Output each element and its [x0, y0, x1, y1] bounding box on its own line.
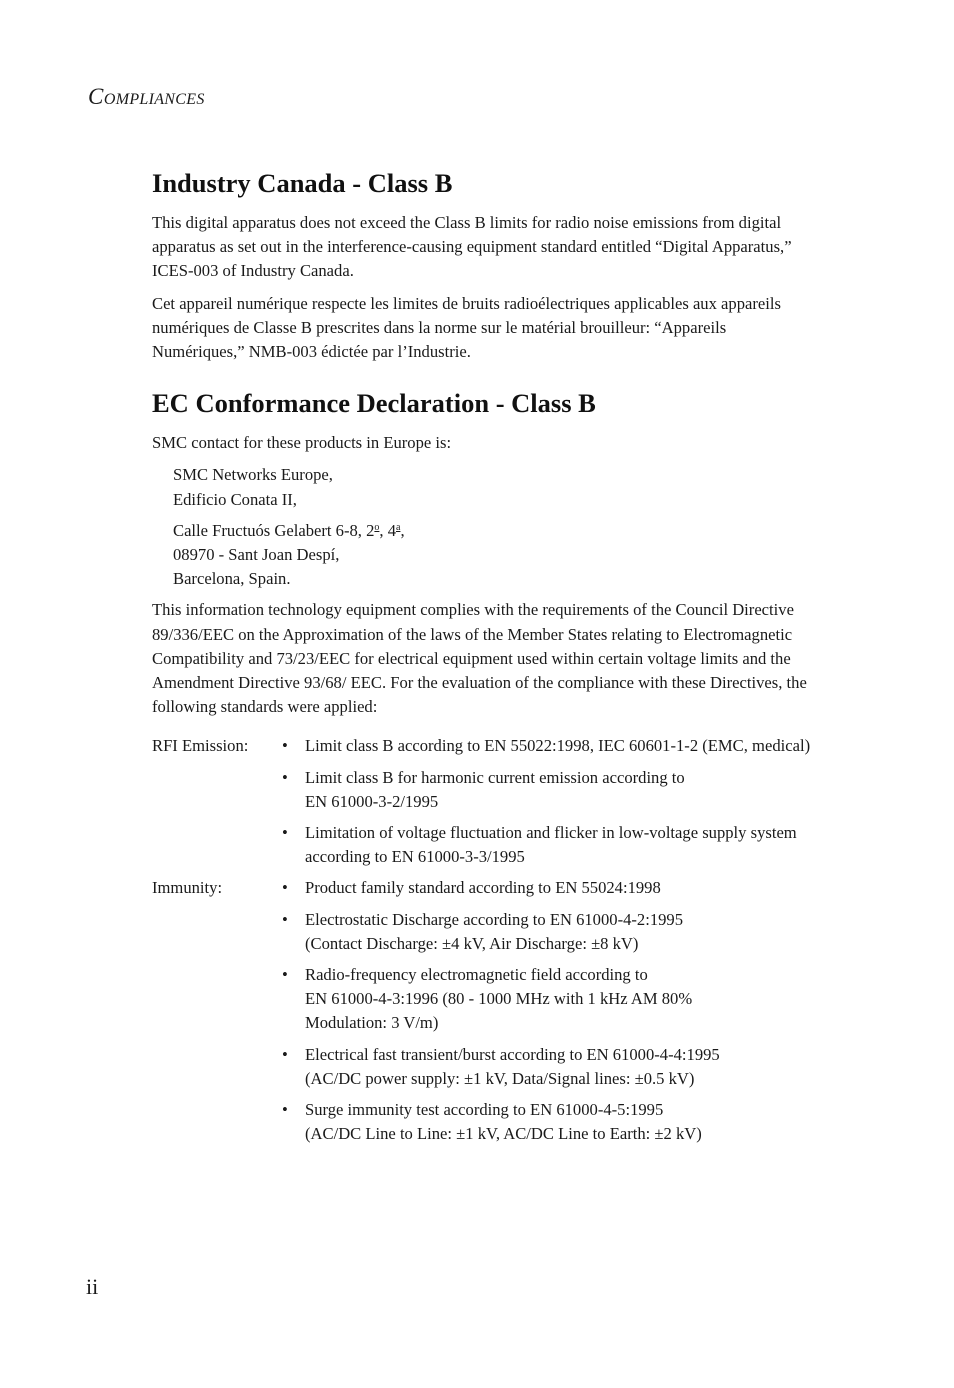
immunity-list [280, 876, 812, 1153]
list-item-text [305, 734, 812, 758]
industry-canada-english-paragraph: This digital apparatus does not exceed the Class B limits for radio noise emissions from digital apparatus as set out in the interference-causing equipment standard entitled “Digital Apparatus,” ICES-003 of Industry Canada. [152, 213, 792, 281]
list-item-line: Radio-frequency electromagnetic field according to [305, 965, 648, 985]
street-text-end: , [400, 520, 405, 540]
list-item-line: Modulation: 3 V/m) [305, 1013, 439, 1033]
list-item-line: Product family standard according to EN 55024:1998 [305, 878, 661, 898]
bullet-icon: • [282, 1044, 288, 1064]
immunity-row [152, 876, 812, 1153]
list-item-text [305, 876, 812, 900]
contact-address [152, 463, 812, 591]
rfi-emission-row [152, 734, 812, 876]
list-item-line: EN 61000-4-3:1996 (80 - 1000 MHz with 1 kHz AM 80% [305, 989, 693, 1009]
rfi-emission-list [280, 734, 812, 876]
list-item-line: Limitation of voltage fluctuation and flicker in low-voltage supply system according to EN 61000-3-3/1995 [305, 823, 797, 867]
running-head-rest: OMPLIANCES [103, 91, 205, 108]
contact-intro: SMC contact for these products in Europe is: [152, 433, 452, 453]
rfi-emission-label: RFI Emission: [152, 736, 249, 756]
compliance-paragraph: This information technology equipment complies with the requirements of the Council Directive 89/336/EEC on the Approximation of the laws of the Member States relating to Electromagnetic Compatibility and 73/23/EEC for electrical equipment used within certain voltage limits and the Amendment Directive 93/68/ EEC. For the evaluation of the compliance with these Directives, the following standards were applied: [152, 600, 807, 717]
list-item-text [305, 963, 812, 1036]
list-item-text [305, 908, 812, 956]
list-item [280, 1043, 812, 1091]
list-item [280, 766, 812, 814]
list-item [280, 963, 812, 1036]
list-item [280, 734, 812, 758]
address-block-2 [173, 519, 812, 592]
list-item-line: Electrical fast transient/burst according to EN 61000-4-4:1995 [305, 1044, 720, 1064]
page-content [152, 166, 812, 1154]
list-item-text [305, 1098, 812, 1146]
industry-canada-heading: Industry Canada - Class B [152, 168, 453, 198]
floor-ordinal: o [374, 521, 380, 533]
bullet-icon: • [282, 965, 288, 985]
list-item [280, 908, 812, 956]
address-block-1 [173, 463, 812, 511]
list-item [280, 821, 812, 869]
address-line-company: SMC Networks Europe, [173, 465, 333, 485]
industry-canada-french-paragraph: Cet appareil numérique respecte les limites de bruits radioélectriques applicables aux appareils numériques de Classe B prescrites dans la norme sur le matérial brouilleur: “Appareils Numériques,” NMB-003 édictée par l’Industrie. [152, 293, 781, 362]
list-item [280, 876, 812, 900]
address-line-postcode: 08970 - Sant Joan Despí, [173, 545, 340, 565]
ec-conformance-heading: EC Conformance Declaration - Class B [152, 388, 596, 419]
bullet-icon: • [282, 909, 288, 929]
list-item-line: EN 61000-3-2/1995 [305, 791, 439, 811]
list-item-text [305, 1043, 812, 1091]
page-number: ii [86, 1274, 99, 1299]
list-item-line: Limit class B according to EN 55022:1998, IEC 60601-1-2 (EMC, medical) [305, 736, 811, 756]
address-line-city: Barcelona, Spain. [173, 569, 291, 589]
list-item-line: (AC/DC power supply: ±1 kV, Data/Signal lines: ±0.5 kV) [305, 1068, 695, 1088]
bullet-icon: • [282, 736, 288, 756]
running-head-initial: C [88, 84, 104, 109]
bullet-icon: • [282, 823, 288, 843]
list-item-line: Surge immunity test according to EN 61000-4-5:1995 [305, 1100, 664, 1120]
list-item-line: (AC/DC Line to Line: ±1 kV, AC/DC Line to Earth: ±2 kV) [305, 1124, 702, 1144]
address-line-street [173, 519, 812, 543]
industry-canada-section [152, 166, 812, 364]
address-line-building: Edificio Conata II, [173, 489, 297, 509]
list-item-line: Electrostatic Discharge according to EN 61000-4-2:1995 [305, 909, 684, 929]
door-ordinal: a [395, 521, 401, 533]
running-head [88, 84, 205, 110]
list-item [280, 1098, 812, 1146]
standards-table [152, 734, 812, 1153]
list-item-text [305, 766, 812, 814]
immunity-label: Immunity: [152, 878, 223, 898]
street-text: Calle Fructuós Gelabert 6-8, 2 [173, 520, 375, 540]
list-item-line: (Contact Discharge: ±4 kV, Air Discharge: ±8 kV) [305, 933, 639, 953]
list-item-line: Limit class B for harmonic current emission according to [305, 767, 685, 787]
bullet-icon: • [282, 878, 288, 898]
bullet-icon: • [282, 1100, 288, 1120]
street-text-mid: , 4 [379, 520, 396, 540]
list-item-text [305, 821, 812, 869]
bullet-icon: • [282, 767, 288, 787]
ec-conformance-section [152, 386, 812, 1153]
